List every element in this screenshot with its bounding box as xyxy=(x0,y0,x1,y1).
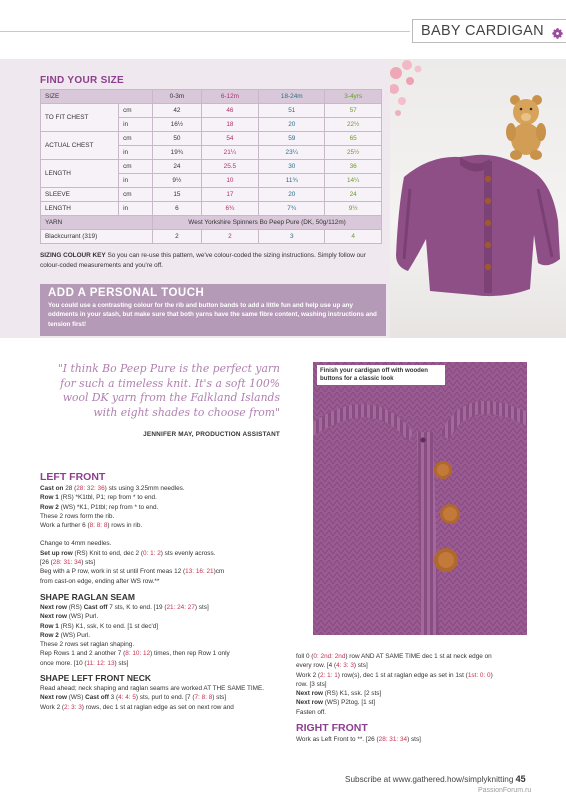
text-fragment: Work a further 6 ( xyxy=(40,522,90,530)
text-fragment: ) row(s), dec 1 st at raglan edge as set in 1st ( xyxy=(337,671,468,679)
page-title: BABY CARDIGAN xyxy=(421,23,544,39)
text-fragment: ) sts] xyxy=(194,603,209,611)
text-fragment: 3 ( xyxy=(108,694,119,702)
value-cell: 42 xyxy=(153,104,202,118)
pattern-line xyxy=(296,671,531,680)
teddy-bear xyxy=(506,95,546,160)
pattern-line xyxy=(296,661,531,670)
table-row xyxy=(41,188,382,202)
size-header-cell: 18-24m xyxy=(259,90,325,104)
pattern-line: These 2 rows set raglan shaping. xyxy=(40,641,135,649)
value-cell: 57 xyxy=(325,104,382,118)
section-header xyxy=(412,19,566,43)
pattern-line: Fasten off. xyxy=(296,708,327,716)
pattern-line xyxy=(40,549,290,558)
right-front-title: RIGHT FRONT xyxy=(296,722,368,735)
text-fragment: [26 ( xyxy=(40,559,53,567)
pattern-line xyxy=(40,567,290,576)
pattern-line xyxy=(40,493,290,502)
size-values: 2: 3: 3 xyxy=(64,703,82,711)
value-cell: 9½ xyxy=(325,202,382,216)
purple-cardigan xyxy=(396,155,560,296)
pattern-line xyxy=(40,703,290,712)
flower-icon xyxy=(552,26,563,37)
row-label: Next row xyxy=(296,690,323,698)
cast-off-label: Cast off xyxy=(83,603,108,611)
size-values: 11: 12: 13 xyxy=(86,659,115,667)
unit-cell: in xyxy=(119,146,153,160)
size-values: 8: 8: 8 xyxy=(89,522,108,530)
text-fragment: Work 2 ( xyxy=(40,703,65,711)
pattern-line xyxy=(40,558,290,567)
size-key-text: So you can re-use this pattern, we've colour-coded the sizing instructions. Simply follow our colour-coded measurements and you're off. xyxy=(40,252,366,269)
footer xyxy=(345,774,526,784)
row-label: Next row xyxy=(296,699,323,707)
text-fragment: ) times, then rep Row 1 only xyxy=(150,650,230,658)
pattern-line: Change to 4mm needles. xyxy=(40,540,112,548)
pattern-line xyxy=(40,612,290,621)
value-cell: 20 xyxy=(259,188,325,202)
text-fragment: ) rows, dec 1 st at raglan edge as set on next row and xyxy=(81,703,234,711)
text-fragment: ) sts using 3.25mm needles. xyxy=(104,485,185,492)
value-cell: 50 xyxy=(153,132,202,146)
size-values: 21: 24: 27 xyxy=(166,603,195,611)
text-fragment: (WS) Purl. xyxy=(67,613,99,621)
pattern-line xyxy=(40,649,290,658)
value-cell: 19¾ xyxy=(153,146,202,160)
value-cell: 6¾ xyxy=(201,202,258,216)
page-number: 45 xyxy=(515,774,526,784)
colour-label: Blackcurrant (319) xyxy=(41,230,153,244)
table-row xyxy=(41,202,382,216)
value-cell: 25.5 xyxy=(201,160,258,174)
text-fragment: ) sts] xyxy=(81,559,96,567)
text-fragment: Work 2 ( xyxy=(296,671,321,679)
unit-cell: cm xyxy=(119,104,153,118)
value-cell: 6 xyxy=(153,202,202,216)
text-fragment: (RS) xyxy=(67,603,84,611)
cardigan-closeup-illustration xyxy=(313,362,527,635)
pattern-line xyxy=(40,484,290,493)
text-fragment: ) sts, purl to end. [7 ( xyxy=(135,694,195,702)
text-fragment: Work as Left Front to **. [26 ( xyxy=(296,736,379,744)
unit-cell: in xyxy=(119,202,153,216)
value-cell: 51 xyxy=(259,104,325,118)
size-values: 28: 32: 36 xyxy=(76,485,105,492)
pattern-line xyxy=(40,603,290,612)
size-values: 1st: 0: 0 xyxy=(467,671,491,679)
table-row xyxy=(41,104,382,118)
value-cell: 7¾ xyxy=(259,202,325,216)
pattern-line xyxy=(40,659,290,668)
row-label: Next row xyxy=(40,613,67,621)
cardigan-closeup-photo xyxy=(313,362,527,635)
yarn-row xyxy=(41,216,382,230)
cardigan-photo-teddy xyxy=(390,59,566,338)
text-fragment: (WS) P2tog. [1 st] xyxy=(323,699,376,707)
text-fragment: (RS) *K1tbl, P1; rep from * to end. xyxy=(58,494,157,502)
yarn-value: West Yorkshire Spinners Bo Peep Pure (DK, 50g/112m) xyxy=(153,216,382,230)
size-values: 2: 1: 1 xyxy=(320,671,338,679)
size-table-header xyxy=(41,90,382,104)
front-neck-title: SHAPE LEFT FRONT NECK xyxy=(40,673,151,684)
value-cell: 24 xyxy=(153,160,202,174)
row-label: Row 2 xyxy=(40,503,59,511)
row-label: ACTUAL CHEST xyxy=(41,132,119,160)
left-front-title: LEFT FRONT xyxy=(40,471,106,483)
pattern-line xyxy=(40,503,290,512)
pattern-line: row. [3 sts] xyxy=(296,680,327,688)
text-fragment: Rep Rows 1 and 2 another 7 ( xyxy=(40,650,126,658)
value-cell: 21¼ xyxy=(201,146,258,160)
value-cell: 25½ xyxy=(325,146,382,160)
size-values: 4: 3: 3 xyxy=(336,662,354,670)
size-values: 4: 4: 5 xyxy=(118,694,136,702)
unit-cell: cm xyxy=(119,188,153,202)
unit-cell: in xyxy=(119,174,153,188)
pattern-line xyxy=(296,735,531,744)
value-cell: 18 xyxy=(201,118,258,132)
size-values: 28: 31: 34 xyxy=(378,736,408,744)
pattern-line xyxy=(296,652,531,661)
value-cell: 4 xyxy=(325,230,382,244)
text-fragment: every row. [4 ( xyxy=(296,662,337,670)
text-fragment: ) xyxy=(490,671,493,679)
quote-author: JENNIFER MAY, PRODUCTION ASSISTANT xyxy=(143,431,280,438)
watermark: PassionForum.ru xyxy=(478,787,532,794)
pattern-line xyxy=(40,622,290,631)
value-cell: 16½ xyxy=(153,118,202,132)
text-fragment: ) sts] xyxy=(407,736,421,744)
size-values: 7: 8: 8 xyxy=(194,694,213,702)
text-fragment: Beg with a P row, work in st st until Front meas 12 ( xyxy=(40,568,186,576)
size-values: 0: 2nd: 2nd xyxy=(313,653,346,660)
text-fragment: foll 0 ( xyxy=(296,653,314,660)
value-cell: 54 xyxy=(201,132,258,146)
blossom-decoration xyxy=(390,60,422,116)
yarn-label: YARN xyxy=(41,216,153,230)
value-cell: 10 xyxy=(201,174,258,188)
text-fragment: (WS) *K1, P1tbl; rep from * to end. xyxy=(58,503,159,511)
row-label: SLEEVE xyxy=(41,188,119,202)
text-fragment: )cm xyxy=(213,568,225,576)
value-cell: 2 xyxy=(153,230,202,244)
cast-on-label: Cast on xyxy=(40,485,64,492)
text-fragment: 28 ( xyxy=(63,485,77,492)
unit-cell: in xyxy=(119,118,153,132)
sizing-colour-key xyxy=(40,251,382,270)
header-rule xyxy=(0,31,410,32)
colour-row xyxy=(41,230,382,244)
text-fragment: once more. [10 ( xyxy=(40,659,87,667)
pattern-line xyxy=(40,693,290,702)
row-label: Next row xyxy=(40,603,67,611)
pattern-line xyxy=(296,698,531,707)
pattern-line xyxy=(40,521,290,530)
size-values: 0: 1: 2 xyxy=(143,549,161,557)
row-label: Row 1 xyxy=(40,494,59,502)
raglan-title: SHAPE RAGLAN SEAM xyxy=(40,591,135,602)
text-fragment: (RS) K1, ssk. [2 sts] xyxy=(323,690,382,698)
value-cell: 20 xyxy=(259,118,325,132)
text-fragment: ) sts] xyxy=(353,662,368,670)
pattern-line xyxy=(40,631,290,640)
pattern-line: Read ahead; neck shaping and raglan seams are worked AT THE SAME TIME. xyxy=(40,685,265,693)
text-fragment: ) sts] xyxy=(212,694,227,702)
row-label: LENGTH xyxy=(41,202,119,216)
size-header-cell: 6-12m xyxy=(201,90,258,104)
value-cell: 65 xyxy=(325,132,382,146)
value-cell: 15 xyxy=(153,188,202,202)
find-size-title: FIND YOUR SIZE xyxy=(40,75,125,86)
row-label: Row 1 xyxy=(40,622,59,630)
size-values: 28: 31: 34 xyxy=(52,559,82,567)
pattern-line: These 2 rows form the rib. xyxy=(40,512,115,520)
value-cell: 46 xyxy=(201,104,258,118)
value-cell: 36 xyxy=(325,160,382,174)
row-label: Set up row xyxy=(40,549,73,557)
cast-off-label: Cast off xyxy=(85,694,109,702)
value-cell: 14¼ xyxy=(325,174,382,188)
personal-touch-title: ADD A PERSONAL TOUCH xyxy=(48,287,205,299)
value-cell: 3 xyxy=(259,230,325,244)
text-fragment: (RS) K1, ssk, K to end. [1 st dec'd] xyxy=(58,622,159,630)
text-fragment: ) row AND AT SAME TIME dec 1 st at neck edge on xyxy=(345,653,492,660)
text-fragment: (WS) Purl. xyxy=(58,631,91,639)
value-cell: 17 xyxy=(201,188,258,202)
row-label: Row 2 xyxy=(40,631,59,639)
value-cell: 30 xyxy=(259,160,325,174)
pattern-line: from cast-on edge, ending after WS row.** xyxy=(40,577,160,585)
row-label: TO FIT CHEST xyxy=(41,104,119,132)
right-column xyxy=(296,652,531,744)
size-values: 13: 16: 21 xyxy=(185,568,214,576)
text-fragment: (WS) xyxy=(67,694,86,702)
size-values: 8: 10: 12 xyxy=(125,650,151,658)
personal-touch-text: You could use a contrasting colour for the rib and button bands to add a little fun and help use up any oddments in your stash, but make sure that both yarns have the same fibre content, washing instructions and tension first! xyxy=(48,302,377,328)
pull-quote: "I think Bo Peep Pure is the perfect yarn for such a timeless knit. It's a soft 100% wool DK yarn from the Falkland Islands with eight shades to choose from" xyxy=(57,362,280,419)
row-label: LENGTH xyxy=(41,160,119,188)
unit-cell: cm xyxy=(119,132,153,146)
size-header-cell: 3-4yrs xyxy=(325,90,382,104)
value-cell: 2 xyxy=(201,230,258,244)
personal-touch-box xyxy=(40,284,386,336)
spacer xyxy=(40,530,290,539)
size-table xyxy=(40,89,382,244)
text-fragment: (RS) Knit to end, dec 2 ( xyxy=(72,549,144,557)
text-fragment: 7 sts, K to end. [19 ( xyxy=(107,603,167,611)
text-fragment: ) sts evenly across. xyxy=(160,549,216,557)
row-label: Next row xyxy=(40,694,67,702)
unit-cell: cm xyxy=(119,160,153,174)
text-fragment: ) sts] xyxy=(114,659,129,667)
value-cell: 22½ xyxy=(325,118,382,132)
table-row xyxy=(41,160,382,174)
value-cell: 59 xyxy=(259,132,325,146)
value-cell: 11¾ xyxy=(259,174,325,188)
value-cell: 23¼ xyxy=(259,146,325,160)
size-key-title: SIZING COLOUR KEY xyxy=(40,252,106,259)
table-row xyxy=(41,132,382,146)
photo-caption: Finish your cardigan off with wooden buttons for a classic look xyxy=(317,365,445,385)
value-cell: 9½ xyxy=(153,174,202,188)
pattern-line xyxy=(296,689,531,698)
subscribe-link[interactable]: Subscribe at www.gathered.how/simplyknitting xyxy=(345,775,514,784)
cardigan-illustration xyxy=(390,59,566,338)
value-cell: 24 xyxy=(325,188,382,202)
text-fragment: ) rows in rib. xyxy=(107,522,143,530)
size-header-cell: SIZE xyxy=(41,90,153,104)
size-header-cell: 0-3m xyxy=(153,90,202,104)
left-front-section xyxy=(40,471,290,712)
